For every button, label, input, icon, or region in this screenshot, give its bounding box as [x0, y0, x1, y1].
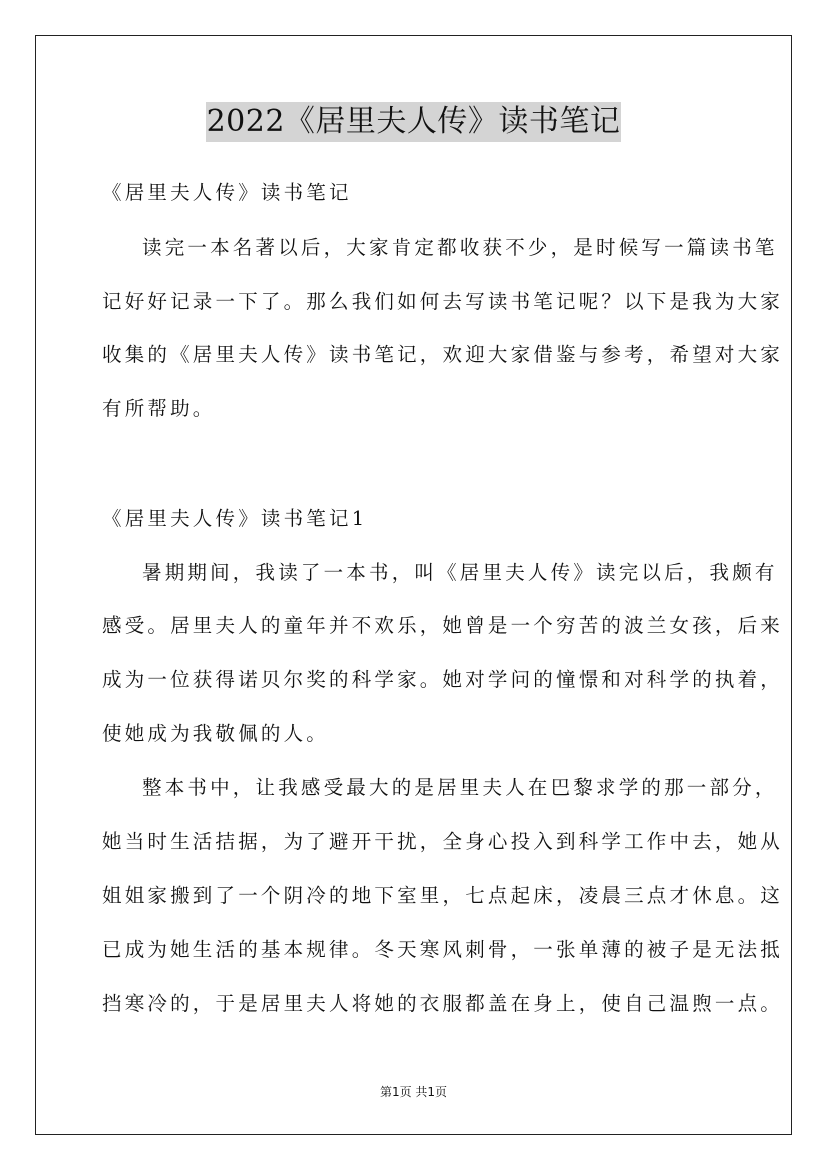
paragraph2-line: 已成为她生活的基本规律。冬天寒风刺骨，一张单薄的被子是无法抵: [102, 938, 784, 961]
subtitle: 《居里夫人传》读书笔记: [102, 181, 352, 204]
paragraph2-line: 姐姐家搬到了一个阴冷的地下室里，七点起床，凌晨三点才休息。这: [102, 884, 784, 907]
title-container: [0, 102, 827, 142]
paragraph2-line: 她当时生活拮据，为了避开干扰，全身心投入到科学工作中去，她从: [102, 830, 784, 853]
intro-line: 记好好记录一下了。那么我们如何去写读书笔记呢？以下是我为大家: [102, 290, 784, 313]
paragraph1-line: 成为一位获得诺贝尔奖的科学家。她对学问的憧憬和对科学的执着，: [102, 668, 784, 691]
intro-line: 读完一本名著以后，大家肯定都收获不少，是时候写一篇读书笔: [142, 236, 778, 259]
intro-line: 有所帮助。: [102, 397, 216, 420]
page-footer: 第1页 共1页: [379, 1085, 448, 1099]
paragraph1-line: 使她成为我敬佩的人。: [102, 722, 330, 745]
paragraph1-line: 暑期期间，我读了一本书，叫《居里夫人传》读完以后，我颇有: [142, 561, 778, 584]
document-title: 2022《居里夫人传》读书笔记: [206, 102, 622, 142]
section-heading: 《居里夫人传》读书笔记1: [102, 507, 368, 530]
paragraph2-line: 整本书中，让我感受最大的是居里夫人在巴黎求学的那一部分，: [142, 776, 778, 799]
intro-line: 收集的《居里夫人传》读书笔记，欢迎大家借鉴与参考，希望对大家: [102, 343, 784, 366]
paragraph2-line: 挡寒冷的，于是居里夫人将她的衣服都盖在身上，使自己温煦一点。: [102, 992, 784, 1015]
paragraph1-line: 感受。居里夫人的童年并不欢乐，她曾是一个穷苦的波兰女孩，后来: [102, 614, 784, 637]
